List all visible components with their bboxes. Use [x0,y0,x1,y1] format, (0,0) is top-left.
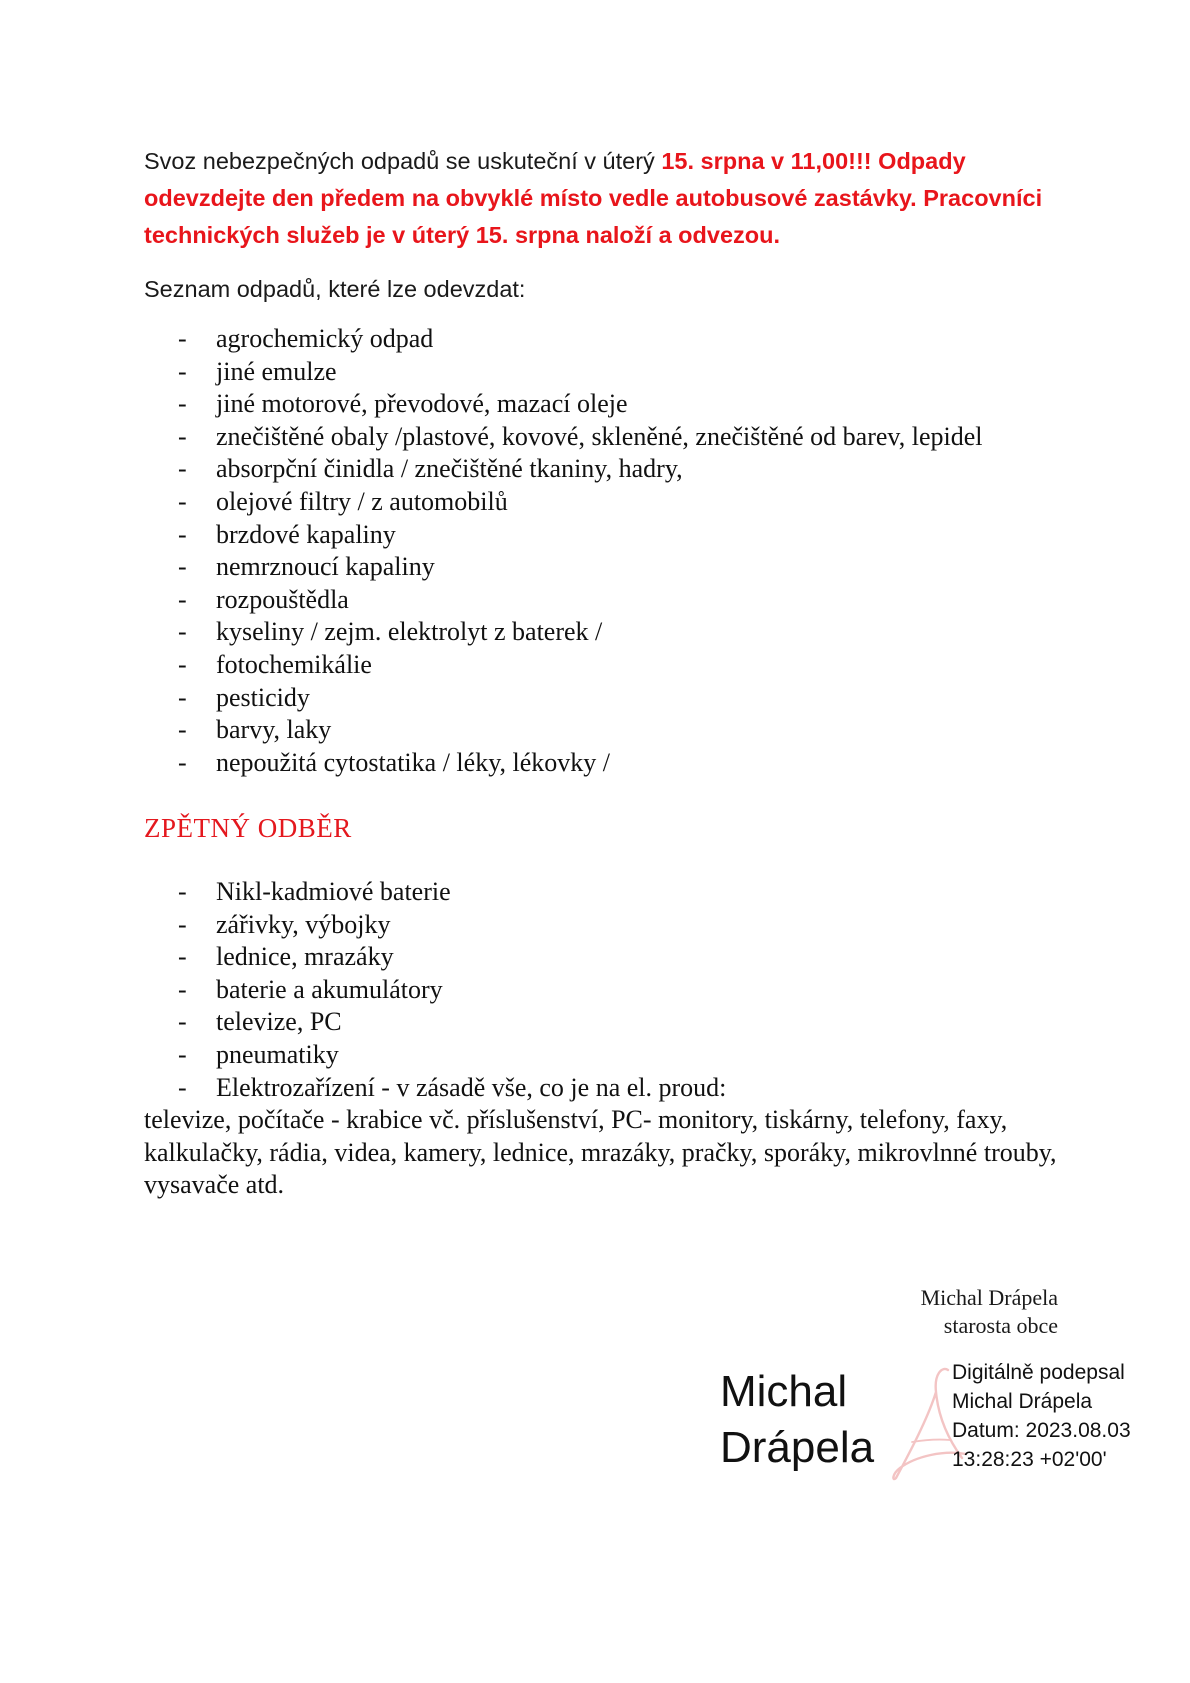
list-item-label: televize, PC [216,1007,342,1037]
bullet-dash: - [178,942,187,972]
bullet-dash: - [178,552,187,582]
bullet-dash: - [178,877,187,906]
list-item [178,519,982,552]
list-item-label: pesticidy [216,682,310,712]
list-item [178,453,982,486]
takeback-list [178,876,726,1104]
bullet-dash: - [178,649,187,679]
list-item-label: absorpční činidla / znečištěné tkaniny, hadry, [216,454,683,484]
signature-detail-line: 13:28:23 +02'00' [952,1448,1107,1471]
list-item [178,747,982,780]
list-item-label: fotochemikálie [216,649,372,679]
bullet-dash: - [178,519,187,549]
list-item-label: agrochemický odpad [216,324,434,353]
signature-detail-line: Digitálně podepsal [952,1361,1125,1384]
bullet-dash: - [178,715,187,745]
list-item [178,1072,726,1105]
bullet-dash: - [178,324,187,353]
list-item [178,1006,726,1039]
list-item-label: jiné motorové, převodové, mazací oleje [216,389,628,419]
bullet-dash: - [178,1072,187,1102]
intro-paragraph [144,143,1044,254]
signature-name [720,1364,874,1476]
waste-list [178,323,982,779]
list-item [178,714,982,747]
list-item-label: olejové filtry / z automobilů [216,486,508,516]
digital-signature [720,1358,1160,1488]
intro-text: Svoz nebezpečných odpadů se uskuteční v úterý [144,148,662,174]
list-item [178,974,726,1007]
list-item-label: barvy, laky [216,715,332,745]
signer-block [921,1284,1058,1340]
list-item-label: jiné emulze [216,356,337,386]
bullet-dash: - [178,584,187,614]
list-item-label: znečištěné obaly /plastové, kovové, skleněné, znečištěné od barev, lepidel [216,421,983,451]
signature-name-first: Michal [720,1367,848,1416]
signature-detail-line: Michal Drápela [952,1390,1093,1413]
bullet-dash: - [178,486,187,516]
list-item [178,1039,726,1072]
list-item [178,649,982,682]
list-item-label: kyseliny / zejm. elektrolyt z baterek / [216,617,603,647]
signer-name: Michal Drápela [920,1285,1058,1310]
signature-details [952,1358,1131,1474]
bullet-dash: - [178,682,187,712]
signature-name-last: Drápela [720,1423,875,1472]
list-item [178,421,982,454]
list-item [178,876,726,909]
list-item-label: lednice, mrazáky [216,942,394,972]
section-title-takeback: ZPĚTNÝ ODBĚR [144,813,352,843]
list-item-label: nepoužitá cytostatika / léky, lékovky / [216,747,610,777]
bullet-dash: - [178,454,187,484]
list-item-label: nemrznoucí kapaliny [216,552,435,582]
list-item-label: baterie a akumulátory [216,974,443,1004]
list-item [178,584,982,617]
list-item-label: pneumatiky [216,1039,339,1069]
takeback-continuation: televize, počítače - krabice vč. příslušenství, PC- monitory, tiskárny, telefony, faxy, kalkulačky, rádia, videa, kamery, lednice, mrazáky, pračky, sporáky, mikrovlnné trouby, vysavače atd. [144,1105,1057,1200]
bullet-dash: - [178,1007,187,1037]
bullet-dash: - [178,1039,187,1069]
bullet-dash: - [178,909,187,939]
list-item [178,909,726,942]
signature-detail-line: Datum: 2023.08.03 [952,1419,1131,1442]
signer-title: starosta obce [943,1313,1058,1338]
bullet-dash: - [178,747,187,777]
waste-list-heading: Seznam odpadů, které lze odevzdat: [144,276,526,302]
intro-highlight: 15. srpna v 11,00!!! Odpady odevzdejte den předem na obvyklé místo vedle autobusové zastávky. Pracovníci technických služeb je v úterý 15. srpna naloží a odvezou. [144,148,1043,248]
list-item-label: Elektrozařízení - v zásadě vše, co je na el. proud: [216,1072,727,1102]
bullet-dash: - [178,389,187,419]
list-item [178,941,726,974]
bullet-dash: - [178,356,187,386]
bullet-dash: - [178,421,187,451]
list-item [178,356,982,389]
list-item [178,616,982,649]
list-item [178,486,982,519]
bullet-dash: - [178,617,187,647]
list-item [178,388,982,421]
list-item [178,682,982,715]
list-item-label: brzdové kapaliny [216,519,396,549]
list-item-label: rozpouštědla [216,584,349,614]
list-item-label: Nikl-kadmiové baterie [216,877,451,906]
list-item [178,551,982,584]
list-item-label: zářivky, výbojky [216,909,391,939]
bullet-dash: - [178,974,187,1004]
list-item [178,323,982,356]
